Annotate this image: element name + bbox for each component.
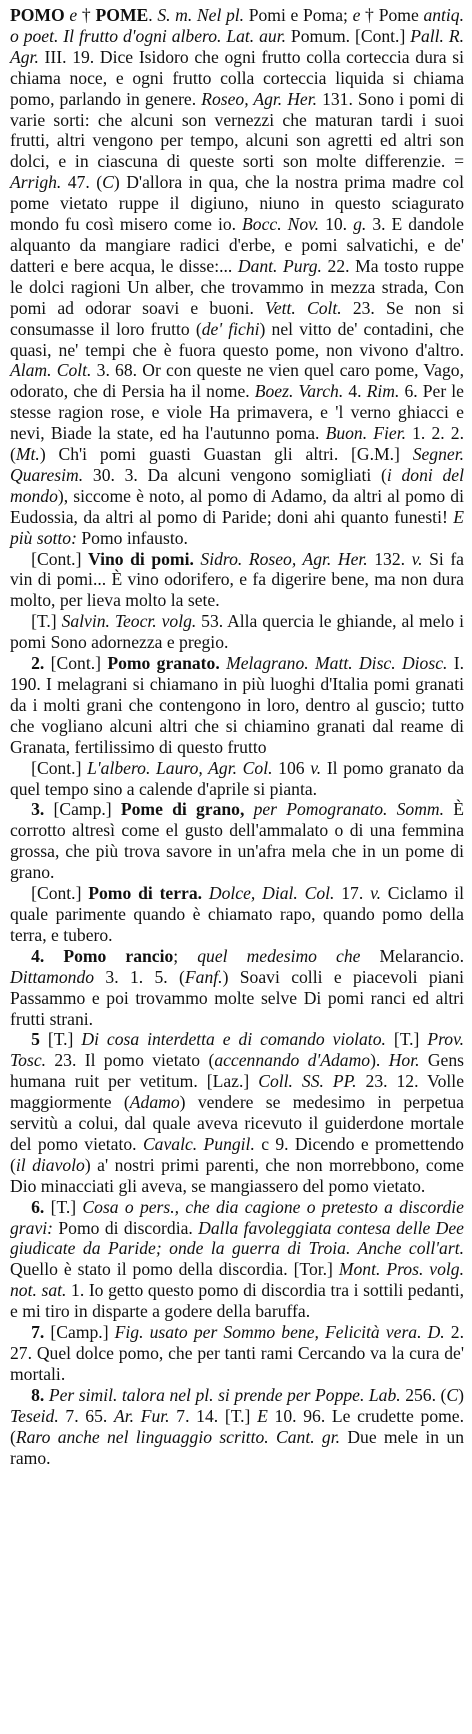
entry-sense-6-pomo-di-discordia: 6. [T.] Cosa o pers., che dia cagione o pretesto a discordie gravi: Pomo di discordia. Dalla favoleggiata contesa delle Dee giudicate da Paride; onde la guerra di Troia. Anche coll'art. Quello è stato il pomo della discordia. [Tor.] Mont. Pros. volg. not. sat. 1. Io getto questo pomo di discordia tra i sottili pedanti, e mi tiro in disparte a godere della baruffa.: [10, 1196, 464, 1322]
entry-sense-vino-di-pomi: [Cont.] Vino di pomi. Sidro. Roseo, Agr. Her. 132. v. Si fa vin di pomi... È vino odorifero, e fa digerire bene, ma non dura molto, per lieva molto la sete.: [10, 548, 464, 611]
entry-sense-8-poppe: 8. Per simil. talora nel pl. si prende per Poppe. Lab. 256. (C) Teseid. 7. 65. Ar. Fur. 7. 14. [T.] E 10. 96. Le crudette pome. (Raro anche nel linguaggio scritto. Cant. gr. Due mele in un ramo.: [10, 1384, 465, 1468]
entry-sense-7-sommo-bene: 7. [Camp.] Fig. usato per Sommo bene, Felicità vera. D. 2. 27. Quel dolce pomo, che per tanti rami Cercando va la cura de' mortali.: [10, 1322, 465, 1384]
entry-sense-3-pome-di-grano: 3. [Camp.] Pome di grano, per Pomogranato. Somm. È corrotto altresì come el gusto dell'ammalato o di una femmina grossa, che più trova savore in un'afra mela che in un pome di grano.: [10, 799, 464, 883]
entry-sense-5-pomo-vietato: 5 [T.] Di cosa interdetta e di comando violato. [T.] Prov. Tosc. 23. Il pomo vietato (accennando d'Adamo). Hor. Gens humana ruit per vetitum. [Laz.] Coll. SS. PP. 23. 12. Volle maggiormente (Adamo) vendere se medesimo in perpetua servitù a colui, dal quale aveva ricevuto il guiderdone mortale del pomo vietato. Cavalc. Pungil. c 9. Dicendo e promettendo (il diavolo) a' nostri primi parenti, che non morrebbono, come Dio minacciati gli aveva, se mangiassero del pomo vietato.: [10, 1029, 465, 1196]
entry-definition-main: POMO e † POME. S. m. Nel pl. Pomi e Poma; e † Pome antiq. o poet. Il frutto d'ogni albero. Lat. aur. Pomum. [Cont.] Pall. R. Agr. III. 19. Dice Isidoro che ogni frutto colla corteccia dura si chiama noce, e ogni frutto colla corteccia liquida si chiama pomo, parlando in genere. Roseo, Agr. Her. 131. Sono i pomi di varie sorti: che alcuni son vernezzi che maturan tardi i suoi frutti, altri vengono per tempo, alcuni son agretti ed altri son dolci, e in ciascuna di queste sorti son molte differenzie. = Arrigh. 47. (C) D'allora in qua, che la nostra prima madre col pome vietato ruppe il digiuno, niuno in questo sciagurato mondo fu così misero come io. Bocc. Nov. 10. g. 3. E dandole alquanto da mangiare radici d'erbe, e pomi salvatichi, e de' datteri e bere acqua, le disse:... Dant. Purg. 22. Ma tosto ruppe le dolci ragioni Un alber, che trovammo in mezza strada, Con pomi ad odorar soavi e buoni. Vett. Colt. 23. Se non si consumasse il loro frutto (de' fichi) nel vitto de' contadini, che quasi, ne' tempi che è fuora questo pome, non vivono d'altro. Alam. Colt. 3. 68. Or con queste ne vien quel caro pome, Vago, odorato, che di Persia ha il nome. Boez. Varch. 4. Rim. 6. Per le stesse ragion rose, e viole Ha primavera, e 'l verno ghiacci e nevi, Biade la state, ed ha l'autunno poma. Buon. Fier. 1. 2. 2. (Mt.) Ch'i pomi guasti Guastan gli altri. [G.M.] Segner. Quaresim. 30. 3. Da alcuni vengono somigliati (i doni del mondo), siccome è noto, al pomo di Adamo, da altri al pomo di Eudossia, da altri al pomo di Paride; doni ahi quanto funesti! E più sotto: Pomo infausto.: [10, 5, 465, 548]
entry-sense-2-pomo-granato: 2. [Cont.] Pomo granato. Melagrano. Matt. Disc. Diosc. I. 190. I melagrani si chiamano in più luoghi d'Italia pomi granati da i molti grani che contengono in loro, dentro al guscio; tutto che vogliano alcuni altri che si chiamino granati dal reame di Granata, fertilissimo di questo frutto: [10, 653, 465, 757]
entry-sense-4-pomo-rancio: 4. Pomo rancio; quel medesimo che Melarancio. Dittamondo 3. 1. 5. (Fanf.) Soavi colli e piacevoli piani Passammo e poi trovammo molte selve Di pomi ranci ed altri frutti strani.: [10, 945, 464, 1029]
entry-citation-salvin: [T.] Salvin. Teocr. volg. 53. Alla quercia le ghiande, al melo i pomi Sono adornezza e pregio.: [10, 611, 464, 653]
dictionary-entry-pomo: [10, 5, 464, 1468]
entry-sense-pomo-di-terra: [Cont.] Pomo di terra. Dolce, Dial. Col. 17. v. Ciclamo il quale parimente quando è chiamato rapo, quando pomo della terra, e tubero.: [10, 883, 465, 945]
entry-citation-lauro: [Cont.] L'albero. Lauro, Agr. Col. 106 v. Il pomo granato da quel tempo sino a calende d'aprile si pianta.: [10, 757, 465, 799]
